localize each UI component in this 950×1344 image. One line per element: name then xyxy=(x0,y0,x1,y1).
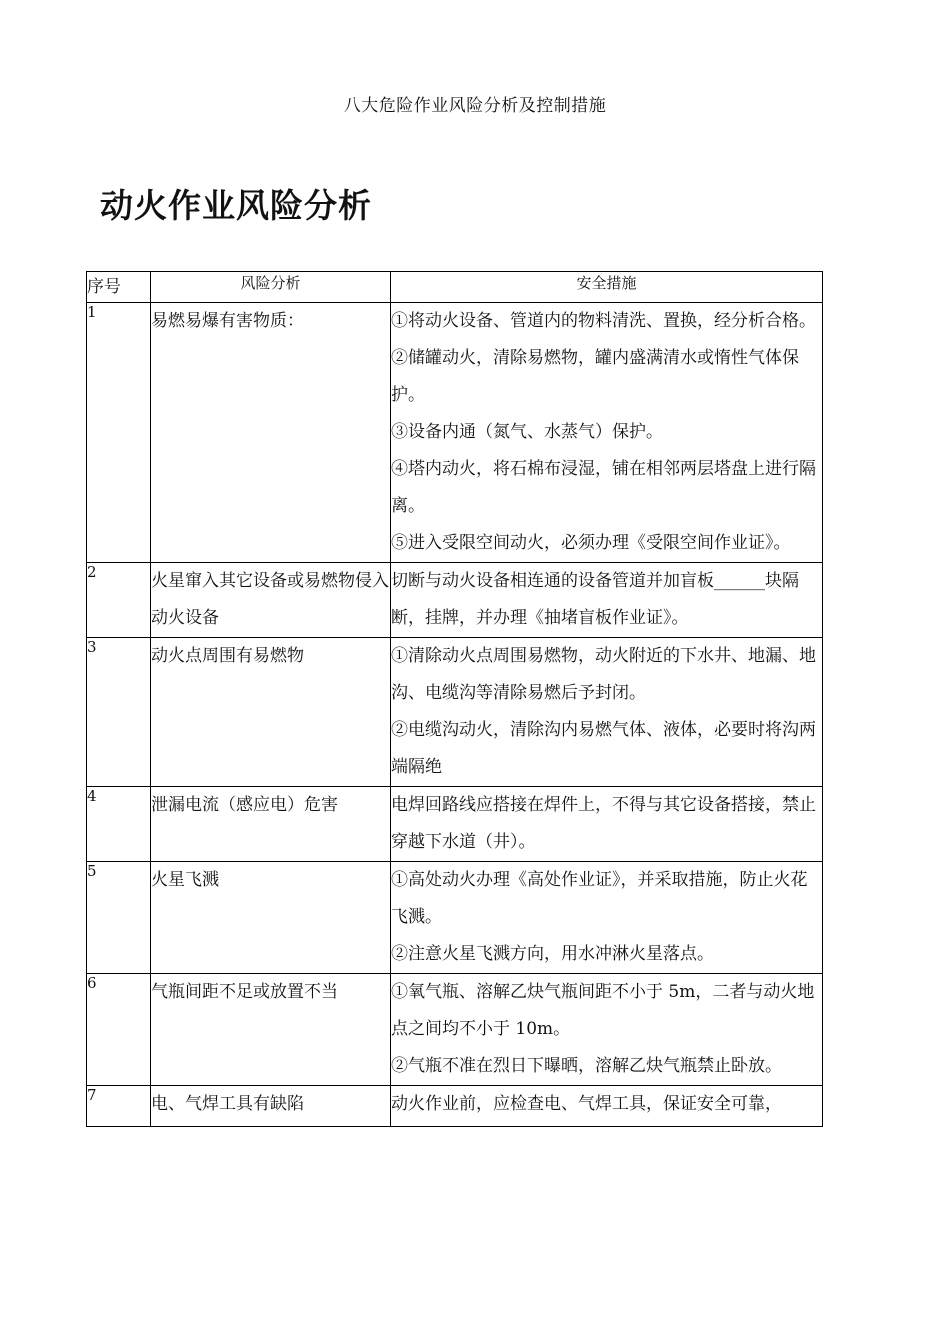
table-row xyxy=(87,638,823,787)
row-number: 4 xyxy=(87,787,151,862)
measures-cell xyxy=(391,862,823,974)
table-row xyxy=(87,787,823,862)
table-row xyxy=(87,974,823,1086)
risk-analysis-table xyxy=(86,271,823,1127)
row-number: 7 xyxy=(87,1086,151,1127)
measure-item: 动火作业前，应检查电、气焊工具，保证安全可靠， xyxy=(391,1094,782,1114)
measure-item: ①将动火设备、管道内的物料清洗、置换，经分析合格。 xyxy=(391,311,816,331)
risk-cell: 动火点周围有易燃物 xyxy=(151,638,391,787)
measure-item: ⑤进入受限空间动火，必须办理《受限空间作业证》。 xyxy=(391,533,791,553)
risk-cell: 火星飞溅 xyxy=(151,862,391,974)
row-number: 1 xyxy=(87,303,151,563)
risk-cell: 易燃易爆有害物质： xyxy=(151,303,391,563)
measure-item: ④塔内动火，将石棉布浸湿，铺在相邻两层塔盘上进行隔离。 xyxy=(391,459,816,516)
measures-cell xyxy=(391,787,823,862)
measure-item: ②电缆沟动火，清除沟内易燃气体、液体，必要时将沟两端隔绝 xyxy=(391,720,816,777)
row-number: 5 xyxy=(87,862,151,974)
risk-cell: 泄漏电流（感应电）危害 xyxy=(151,787,391,862)
measure-item: ①氧气瓶、溶解乙炔气瓶间距不小于 5m，二者与动火地点之间均不小于 10m。 xyxy=(391,982,815,1039)
column-header-measures: 安全措施 xyxy=(391,272,823,303)
column-header-no: 序号 xyxy=(87,272,151,303)
row-number: 2 xyxy=(87,563,151,638)
risk-cell: 火星窜入其它设备或易燃物侵入动火设备 xyxy=(151,563,391,638)
row-number: 6 xyxy=(87,974,151,1086)
table-row xyxy=(87,862,823,974)
table-row xyxy=(87,1086,823,1127)
page-header: 八大危险作业风险分析及控制措施 xyxy=(343,96,607,116)
measure-item: ③设备内通（氮气、水蒸气）保护。 xyxy=(391,422,663,442)
measure-item: 切断与动火设备相连通的设备管道并加盲板______块隔断，挂牌，并办理《抽堵盲板作业证》。 xyxy=(391,571,799,628)
risk-cell: 电、气焊工具有缺陷 xyxy=(151,1086,391,1127)
measure-item: ②注意火星飞溅方向，用水冲淋火星落点。 xyxy=(391,944,714,964)
measures-cell xyxy=(391,638,823,787)
row-number: 3 xyxy=(87,638,151,787)
column-header-risk: 风险分析 xyxy=(151,272,391,303)
measures-cell xyxy=(391,303,823,563)
measure-item: ②储罐动火，清除易燃物，罐内盛满清水或惰性气体保护。 xyxy=(391,348,799,405)
table-row xyxy=(87,303,823,563)
measures-cell xyxy=(391,1086,823,1127)
measure-item: ①清除动火点周围易燃物，动火附近的下水井、地漏、地沟、电缆沟等清除易燃后予封闭。 xyxy=(391,646,816,703)
table-header-row xyxy=(87,272,823,303)
risk-cell: 气瓶间距不足或放置不当 xyxy=(151,974,391,1086)
table-row xyxy=(87,563,823,638)
measure-item: ②气瓶不准在烈日下曝晒，溶解乙炔气瓶禁止卧放。 xyxy=(391,1056,782,1076)
measures-cell xyxy=(391,563,823,638)
document-title: 动火作业风险分析 xyxy=(100,186,372,225)
measure-item: 电焊回路线应搭接在焊件上，不得与其它设备搭接，禁止穿越下水道（井）。 xyxy=(391,795,816,852)
measure-item: ①高处动火办理《高处作业证》，并采取措施，防止火花飞溅。 xyxy=(391,870,808,927)
measures-cell xyxy=(391,974,823,1086)
